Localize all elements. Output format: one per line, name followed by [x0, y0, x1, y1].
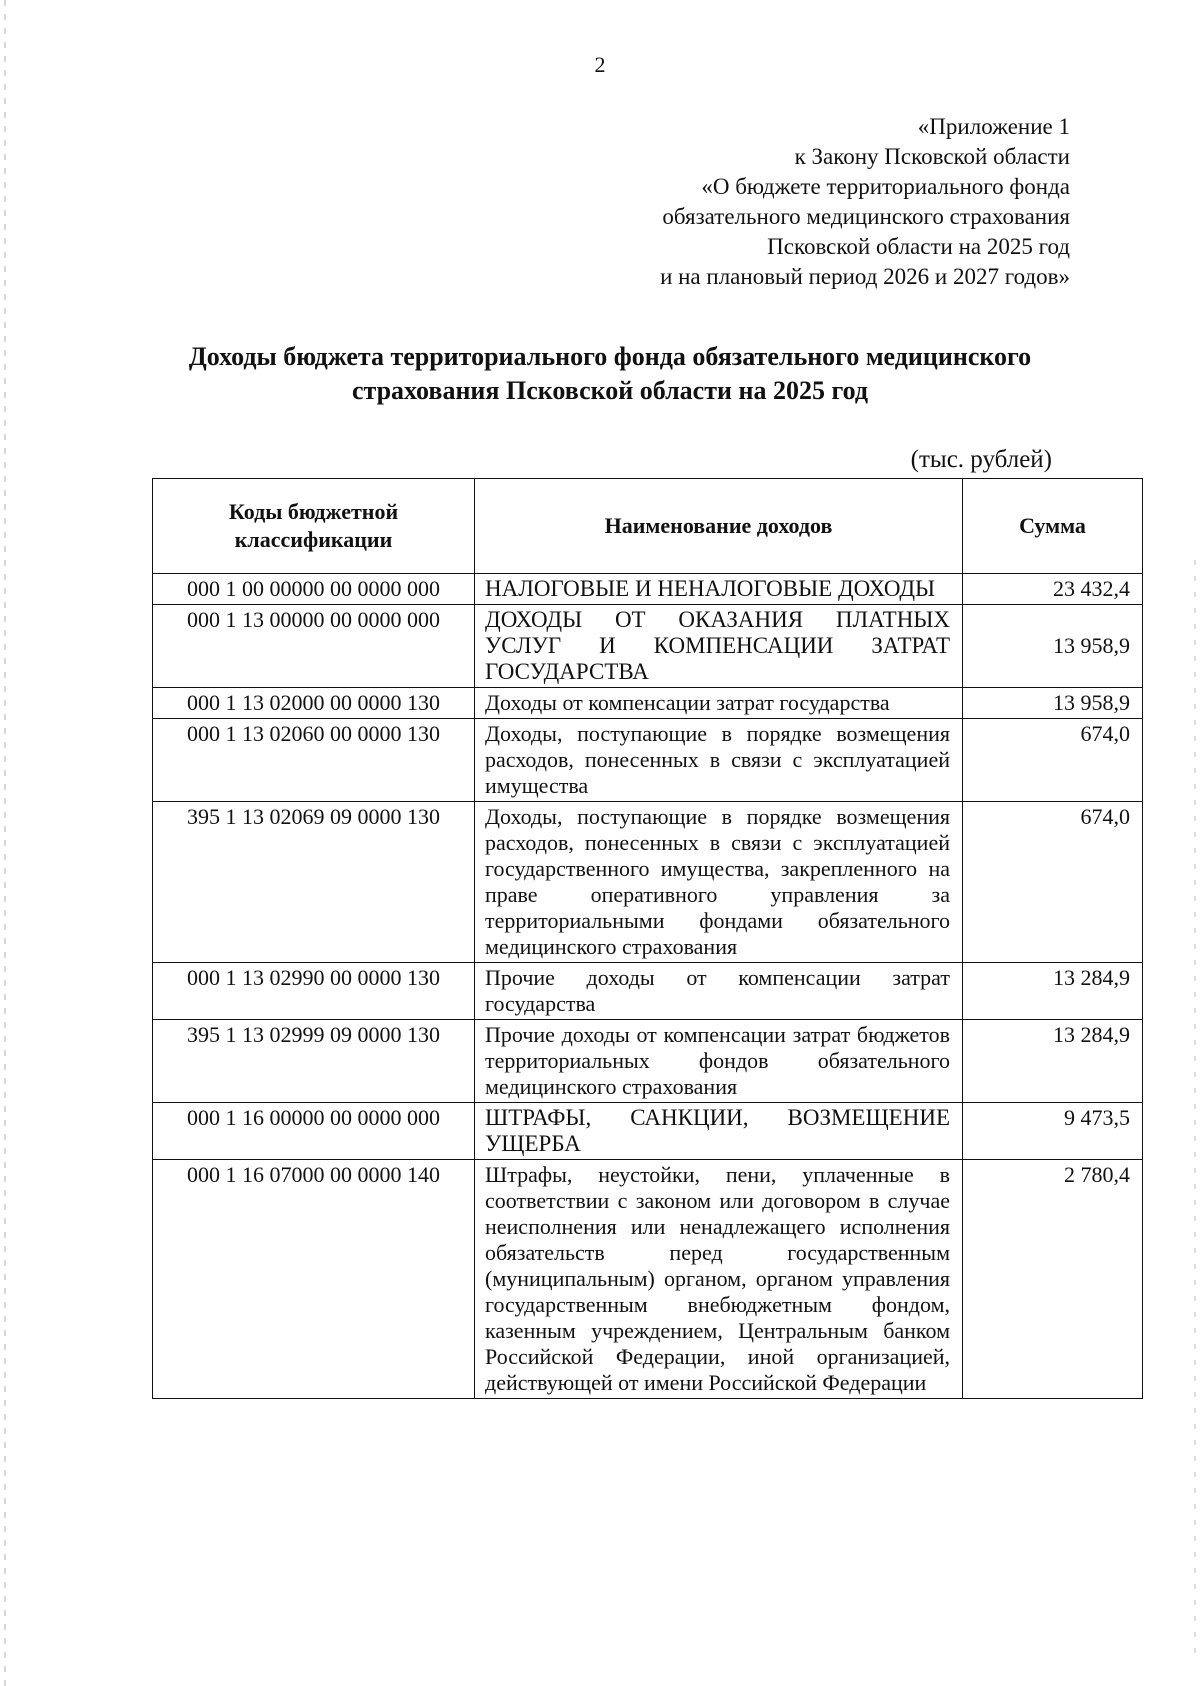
units-label: (тыс. рублей): [910, 446, 1052, 473]
table-header-row: [153, 479, 1143, 574]
table-row: [153, 605, 1143, 688]
page-number: 2: [594, 52, 606, 77]
row-sum: 13 284,9: [963, 1020, 1143, 1103]
row-sum: 13 958,9: [963, 688, 1143, 719]
row-sum: 23 432,4: [963, 574, 1143, 605]
row-sum: 13 284,9: [963, 963, 1143, 1020]
appendix-line: Псковской области на 2025 год: [767, 234, 1070, 259]
scan-edge-noise-left: [4, 0, 6, 1686]
appendix-line: к Закону Псковской области: [794, 144, 1070, 169]
row-code: 000 1 13 02990 00 0000 130: [153, 963, 475, 1020]
header-sum: Сумма: [963, 479, 1143, 574]
appendix-line: и на плановый период 2026 и 2027 годов»: [660, 264, 1070, 289]
row-name: ШТРАФЫ, САНКЦИИ, ВОЗМЕЩЕНИЕ УЩЕРБА: [475, 1103, 963, 1160]
appendix-line: «Приложение 1: [917, 114, 1070, 139]
table-row: [153, 802, 1143, 963]
table-row: [153, 1103, 1143, 1160]
row-name: НАЛОГОВЫЕ И НЕНАЛОГОВЫЕ ДОХОДЫ: [475, 574, 963, 605]
scan-edge-noise-right: [1194, 560, 1196, 1660]
row-sum: 13 958,9: [963, 605, 1143, 688]
document-title-line: страхования Псковской области на 2025 год: [351, 376, 869, 405]
header-code: Коды бюджетной классификации: [153, 479, 475, 574]
document-title: [150, 340, 1070, 408]
table-row: [153, 719, 1143, 802]
row-name: Штрафы, неустойки, пени, уплаченные в соответствии с законом или договором в случае неисполнения или ненадлежащего исполнения обязательств перед государственным (муниципальным) органом, органом управления государственным внебюджетным фондом, казенным учреждением, Центральным банком Российской Федерации, иной организацией, действующей от имени Российской Федерации: [475, 1160, 963, 1399]
row-code: 000 1 13 02000 00 0000 130: [153, 688, 475, 719]
table-row: [153, 1020, 1143, 1103]
table-row: [153, 574, 1143, 605]
appendix-reference: [660, 112, 1070, 292]
row-sum: 674,0: [963, 802, 1143, 963]
row-name: Прочие доходы от компенсации затрат государства: [475, 963, 963, 1020]
row-code: 000 1 00 00000 00 0000 000: [153, 574, 475, 605]
row-code: 000 1 13 00000 00 0000 000: [153, 605, 475, 688]
table-row: [153, 688, 1143, 719]
row-name: Доходы, поступающие в порядке возмещения расходов, понесенных в связи с эксплуатацией имущества: [475, 719, 963, 802]
row-code: 000 1 16 00000 00 0000 000: [153, 1103, 475, 1160]
row-sum: 674,0: [963, 719, 1143, 802]
row-sum: 9 473,5: [963, 1103, 1143, 1160]
row-name: ДОХОДЫ ОТ ОКАЗАНИЯ ПЛАТНЫХ УСЛУГ И КОМПЕНСАЦИИ ЗАТРАТ ГОСУДАРСТВА: [475, 605, 963, 688]
appendix-line: обязательного медицинского страхования: [662, 204, 1070, 229]
row-sum: 2 780,4: [963, 1160, 1143, 1399]
row-name: Доходы, поступающие в порядке возмещения расходов, понесенных в связи с эксплуатацией государственного имущества, закрепленного на праве оперативного управления за территориальными фондами обязательного медицинского страхования: [475, 802, 963, 963]
row-name: Доходы от компенсации затрат государства: [475, 688, 963, 719]
row-name: Прочие доходы от компенсации затрат бюджетов территориальных фондов обязательного медицинского страхования: [475, 1020, 963, 1103]
table-row: [153, 1160, 1143, 1399]
appendix-line: «О бюджете территориального фонда: [701, 174, 1070, 199]
row-code: 395 1 13 02069 09 0000 130: [153, 802, 475, 963]
row-code: 000 1 16 07000 00 0000 140: [153, 1160, 475, 1399]
row-code: 000 1 13 02060 00 0000 130: [153, 719, 475, 802]
table-row: [153, 963, 1143, 1020]
header-name: Наименование доходов: [475, 479, 963, 574]
document-title-line: Доходы бюджета территориального фонда обязательного медицинского: [188, 342, 1032, 371]
income-table: [152, 478, 1143, 1399]
row-code: 395 1 13 02999 09 0000 130: [153, 1020, 475, 1103]
